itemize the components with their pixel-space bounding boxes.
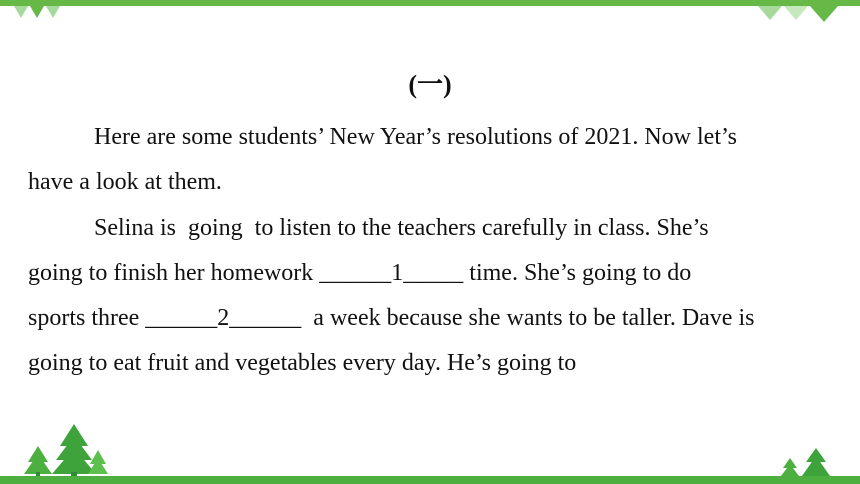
paragraph-line-3: Selina is going to listen to the teachers carefully in class. She’s bbox=[94, 215, 709, 241]
paragraph-line-2: have a look at them. bbox=[28, 169, 222, 195]
paragraph-line-1: Here are some students’ New Year’s resolutions of 2021. Now let’s bbox=[94, 124, 737, 150]
top-green-bar bbox=[0, 0, 860, 6]
bottom-green-bar bbox=[0, 476, 860, 484]
pine-trees-left-icon bbox=[18, 424, 108, 478]
paragraph-line-4: going to finish her homework ______1_____ time. She’s going to do bbox=[28, 260, 692, 286]
paragraph-line-6: going to eat fruit and vegetables every day. He’s going to bbox=[28, 350, 577, 376]
pine-trees-right-icon bbox=[778, 448, 838, 478]
section-heading: (一) bbox=[408, 70, 452, 99]
triangle-banner-left-icon bbox=[14, 6, 64, 22]
paragraph-line-5: sports three ______2______ a week because she wants to be taller. Dave is bbox=[28, 305, 755, 331]
triangle-banner-right-icon bbox=[758, 6, 848, 26]
